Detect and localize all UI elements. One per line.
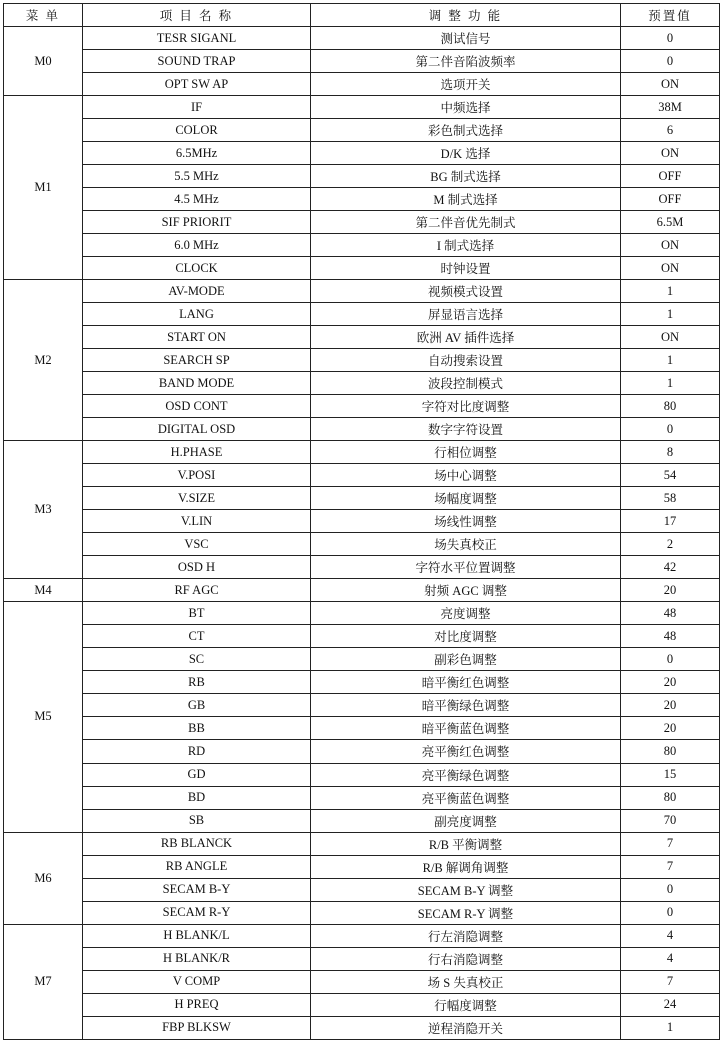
table-row: [4, 809, 720, 832]
item-name-cell: CT: [83, 625, 311, 648]
function-cell: D/K 选择: [311, 142, 621, 165]
table-row: [4, 671, 720, 694]
item-name-cell: GD: [83, 763, 311, 786]
table-row: [4, 717, 720, 740]
table-row: [4, 924, 720, 947]
table-body: [4, 27, 720, 1040]
table-row: [4, 234, 720, 257]
function-cell: R/B 解调角调整: [311, 855, 621, 878]
preset-value-cell: 7: [621, 832, 720, 855]
item-name-cell: BT: [83, 602, 311, 625]
table-row: [4, 901, 720, 924]
item-name-cell: VSC: [83, 533, 311, 556]
preset-value-cell: 80: [621, 395, 720, 418]
table-row: [4, 579, 720, 602]
function-cell: 副亮度调整: [311, 809, 621, 832]
table-row: [4, 142, 720, 165]
function-cell: 波段控制模式: [311, 372, 621, 395]
preset-value-cell: 20: [621, 717, 720, 740]
function-cell: SECAM B-Y 调整: [311, 878, 621, 901]
preset-value-cell: ON: [621, 257, 720, 280]
item-name-cell: SC: [83, 648, 311, 671]
function-cell: 屏显语言选择: [311, 303, 621, 326]
item-name-cell: H.PHASE: [83, 441, 311, 464]
function-cell: 射频 AGC 调整: [311, 579, 621, 602]
table-row: [4, 326, 720, 349]
preset-value-cell: 0: [621, 648, 720, 671]
preset-value-cell: 70: [621, 809, 720, 832]
table-row: [4, 510, 720, 533]
function-cell: 选项开关: [311, 73, 621, 96]
table-row: [4, 947, 720, 970]
item-name-cell: OSD H: [83, 556, 311, 579]
preset-value-cell: OFF: [621, 165, 720, 188]
item-name-cell: 6.0 MHz: [83, 234, 311, 257]
preset-value-cell: 6.5M: [621, 211, 720, 234]
item-name-cell: SEARCH SP: [83, 349, 311, 372]
preset-value-cell: 0: [621, 27, 720, 50]
function-cell: 对比度调整: [311, 625, 621, 648]
table-row: [4, 418, 720, 441]
preset-value-cell: 1: [621, 280, 720, 303]
table-row: [4, 832, 720, 855]
item-name-cell: RB: [83, 671, 311, 694]
preset-value-cell: 48: [621, 602, 720, 625]
function-cell: 彩色制式选择: [311, 119, 621, 142]
preset-value-cell: 80: [621, 786, 720, 809]
preset-value-cell: 58: [621, 487, 720, 510]
preset-value-cell: 17: [621, 510, 720, 533]
preset-value-cell: 24: [621, 993, 720, 1016]
item-name-cell: FBP BLKSW: [83, 1016, 311, 1039]
menu-group-cell: M4: [4, 579, 83, 602]
item-name-cell: H BLANK/R: [83, 947, 311, 970]
preset-value-cell: 2: [621, 533, 720, 556]
function-cell: BG 制式选择: [311, 165, 621, 188]
table-row: [4, 73, 720, 96]
table-row: [4, 602, 720, 625]
function-cell: 亮平衡蓝色调整: [311, 786, 621, 809]
table-row: [4, 740, 720, 763]
table-row: [4, 556, 720, 579]
function-cell: 测试信号: [311, 27, 621, 50]
function-cell: 暗平衡蓝色调整: [311, 717, 621, 740]
function-cell: 中频选择: [311, 96, 621, 119]
item-name-cell: DIGITAL OSD: [83, 418, 311, 441]
function-cell: 亮平衡红色调整: [311, 740, 621, 763]
preset-value-cell: ON: [621, 142, 720, 165]
item-name-cell: SIF PRIORIT: [83, 211, 311, 234]
preset-value-cell: 7: [621, 970, 720, 993]
function-cell: 行相位调整: [311, 441, 621, 464]
item-name-cell: V.POSI: [83, 464, 311, 487]
preset-value-cell: ON: [621, 326, 720, 349]
item-name-cell: SECAM R-Y: [83, 901, 311, 924]
menu-group-cell: M6: [4, 832, 83, 924]
item-name-cell: 6.5MHz: [83, 142, 311, 165]
preset-value-cell: 20: [621, 694, 720, 717]
item-name-cell: RD: [83, 740, 311, 763]
table-row: [4, 211, 720, 234]
function-cell: 亮平衡绿色调整: [311, 763, 621, 786]
item-name-cell: BAND MODE: [83, 372, 311, 395]
function-cell: 行幅度调整: [311, 993, 621, 1016]
table-row: [4, 970, 720, 993]
preset-value-cell: 15: [621, 763, 720, 786]
preset-value-cell: 8: [621, 441, 720, 464]
function-cell: 场中心调整: [311, 464, 621, 487]
table-row: [4, 878, 720, 901]
function-cell: 字符对比度调整: [311, 395, 621, 418]
preset-value-cell: 0: [621, 901, 720, 924]
table-row: [4, 303, 720, 326]
function-cell: 副彩色调整: [311, 648, 621, 671]
item-name-cell: GB: [83, 694, 311, 717]
item-name-cell: H BLANK/L: [83, 924, 311, 947]
function-cell: 第二伴音陷波频率: [311, 50, 621, 73]
item-name-cell: V.SIZE: [83, 487, 311, 510]
function-cell: 字符水平位置调整: [311, 556, 621, 579]
item-name-cell: BB: [83, 717, 311, 740]
function-cell: 自动搜索设置: [311, 349, 621, 372]
item-name-cell: 5.5 MHz: [83, 165, 311, 188]
header-function: 调 整 功 能: [311, 4, 621, 27]
item-name-cell: SOUND TRAP: [83, 50, 311, 73]
function-cell: 暗平衡红色调整: [311, 671, 621, 694]
item-name-cell: V.LIN: [83, 510, 311, 533]
table-row: [4, 372, 720, 395]
preset-value-cell: 38M: [621, 96, 720, 119]
preset-value-cell: 20: [621, 671, 720, 694]
item-name-cell: SB: [83, 809, 311, 832]
preset-value-cell: 0: [621, 50, 720, 73]
function-cell: 亮度调整: [311, 602, 621, 625]
table-row: [4, 395, 720, 418]
settings-table: [3, 3, 720, 1040]
preset-value-cell: 0: [621, 418, 720, 441]
function-cell: M 制式选择: [311, 188, 621, 211]
function-cell: 行左消隐调整: [311, 924, 621, 947]
item-name-cell: RB ANGLE: [83, 855, 311, 878]
function-cell: 视频模式设置: [311, 280, 621, 303]
header-row: [4, 4, 720, 27]
table-row: [4, 487, 720, 510]
item-name-cell: START ON: [83, 326, 311, 349]
table-row: [4, 119, 720, 142]
menu-group-cell: M5: [4, 602, 83, 832]
table-row: [4, 993, 720, 1016]
function-cell: 逆程消隐开关: [311, 1016, 621, 1039]
table-row: [4, 27, 720, 50]
preset-value-cell: 7: [621, 855, 720, 878]
preset-value-cell: 1: [621, 349, 720, 372]
item-name-cell: BD: [83, 786, 311, 809]
preset-value-cell: 20: [621, 579, 720, 602]
menu-group-cell: M0: [4, 27, 83, 96]
preset-value-cell: 1: [621, 1016, 720, 1039]
table-row: [4, 464, 720, 487]
preset-value-cell: 0: [621, 878, 720, 901]
preset-value-cell: 4: [621, 947, 720, 970]
menu-group-cell: M7: [4, 924, 83, 1039]
preset-value-cell: 48: [621, 625, 720, 648]
item-name-cell: RF AGC: [83, 579, 311, 602]
item-name-cell: SECAM B-Y: [83, 878, 311, 901]
item-name-cell: IF: [83, 96, 311, 119]
preset-value-cell: ON: [621, 234, 720, 257]
item-name-cell: COLOR: [83, 119, 311, 142]
menu-group-cell: M3: [4, 441, 83, 579]
preset-value-cell: 1: [621, 303, 720, 326]
table-row: [4, 441, 720, 464]
table-row: [4, 1016, 720, 1039]
item-name-cell: OPT SW AP: [83, 73, 311, 96]
table-row: [4, 625, 720, 648]
menu-group-cell: M1: [4, 96, 83, 280]
item-name-cell: H PREQ: [83, 993, 311, 1016]
function-cell: 欧洲 AV 插件选择: [311, 326, 621, 349]
table-row: [4, 188, 720, 211]
item-name-cell: AV-MODE: [83, 280, 311, 303]
function-cell: 暗平衡绿色调整: [311, 694, 621, 717]
table-row: [4, 165, 720, 188]
table-header: [4, 4, 720, 27]
item-name-cell: RB BLANCK: [83, 832, 311, 855]
function-cell: 场幅度调整: [311, 487, 621, 510]
preset-value-cell: OFF: [621, 188, 720, 211]
table-row: [4, 648, 720, 671]
item-name-cell: OSD CONT: [83, 395, 311, 418]
table-row: [4, 349, 720, 372]
item-name-cell: V COMP: [83, 970, 311, 993]
function-cell: 行右消隐调整: [311, 947, 621, 970]
item-name-cell: CLOCK: [83, 257, 311, 280]
table-row: [4, 257, 720, 280]
item-name-cell: 4.5 MHz: [83, 188, 311, 211]
function-cell: 数字字符设置: [311, 418, 621, 441]
table-row: [4, 763, 720, 786]
preset-value-cell: 1: [621, 372, 720, 395]
menu-group-cell: M2: [4, 280, 83, 441]
preset-value-cell: 54: [621, 464, 720, 487]
function-cell: 时钟设置: [311, 257, 621, 280]
table-row: [4, 786, 720, 809]
table-row: [4, 533, 720, 556]
preset-value-cell: 4: [621, 924, 720, 947]
item-name-cell: TESR SIGANL: [83, 27, 311, 50]
table-row: [4, 50, 720, 73]
function-cell: R/B 平衡调整: [311, 832, 621, 855]
function-cell: 场线性调整: [311, 510, 621, 533]
table-row: [4, 280, 720, 303]
function-cell: 场 S 失真校正: [311, 970, 621, 993]
function-cell: I 制式选择: [311, 234, 621, 257]
header-menu: 菜 单: [4, 4, 83, 27]
header-item-name: 项 目 名 称: [83, 4, 311, 27]
table-row: [4, 96, 720, 119]
preset-value-cell: 42: [621, 556, 720, 579]
header-preset-value: 预置值: [621, 4, 720, 27]
item-name-cell: LANG: [83, 303, 311, 326]
preset-value-cell: ON: [621, 73, 720, 96]
preset-value-cell: 6: [621, 119, 720, 142]
table-row: [4, 694, 720, 717]
function-cell: 场失真校正: [311, 533, 621, 556]
function-cell: 第二伴音优先制式: [311, 211, 621, 234]
preset-value-cell: 80: [621, 740, 720, 763]
function-cell: SECAM R-Y 调整: [311, 901, 621, 924]
table-row: [4, 855, 720, 878]
